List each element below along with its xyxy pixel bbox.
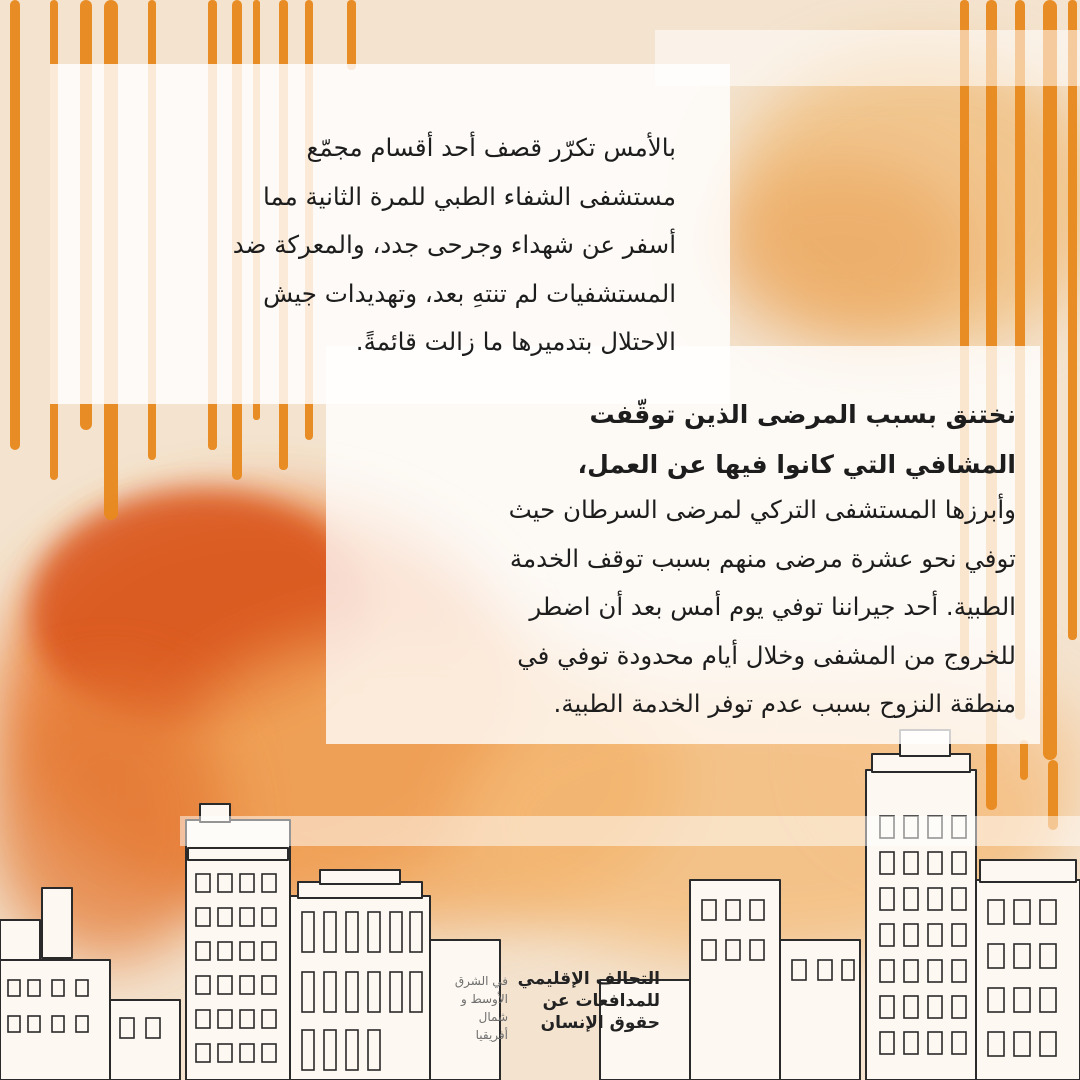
logo-line: حقوق الإنسان: [540, 1013, 660, 1033]
logo-sub-line: شمال: [478, 1010, 508, 1024]
paragraph-1-line: أسفر عن شهداء وجرحى جدد، والمعركة ضد: [232, 230, 676, 259]
paragraph-2-line: الطبية. أحد جيراننا توفي يوم أمس بعد أن اضطر: [529, 592, 1016, 621]
paragraph-1-line: المستشفيات لم تنتهِ بعد، وتهديدات جيش: [263, 278, 676, 308]
paragraph-1-line: مستشفى الشفاء الطبي للمرة الثانية مما: [263, 181, 676, 211]
paragraph-2-line: توفي نحو عشرة مرضى منهم بسبب توقف الخدمة: [509, 543, 1016, 573]
logo-line: للمدافعات عن: [542, 991, 660, 1011]
logo-sub-line: الأوسط و: [460, 992, 508, 1006]
paragraph-2: [340, 486, 1016, 729]
paragraph-2-line: وأبرزها المستشفى التركي لمرضى السرطان حيث: [508, 495, 1016, 524]
coalition-logo: [420, 968, 660, 1060]
logo-sub-line: أفريقيا: [475, 1028, 508, 1042]
paragraph-1-line: الاحتلال بتدميرها ما زالت قائمةً.: [355, 327, 676, 356]
paragraph-2-line: للخروج من المشفى وخلال أيام محدودة توفي في: [517, 640, 1016, 670]
logo-sub-text: [420, 972, 508, 1044]
paragraph-2-line: منطقة النزوح بسبب عدم توفر الخدمة الطبية.: [553, 689, 1016, 718]
logo-main-text: [510, 968, 660, 1034]
logo-sub-line: في الشرق: [454, 974, 508, 988]
quote-heading-line: المشافي التي كانوا فيها عن العمل،: [577, 450, 1016, 479]
logo-line: التحالف الإقليمي: [517, 969, 660, 989]
paragraph-1: [80, 124, 676, 367]
paragraph-1-line: بالأمس تكرّر قصف أحد أقسام مجمّع: [306, 133, 676, 162]
skyline-white-band: [180, 816, 1080, 846]
quote-heading-line: نختنق بسبب المرضى الذين توقّفت: [589, 400, 1016, 429]
quote-heading: [340, 390, 1016, 490]
